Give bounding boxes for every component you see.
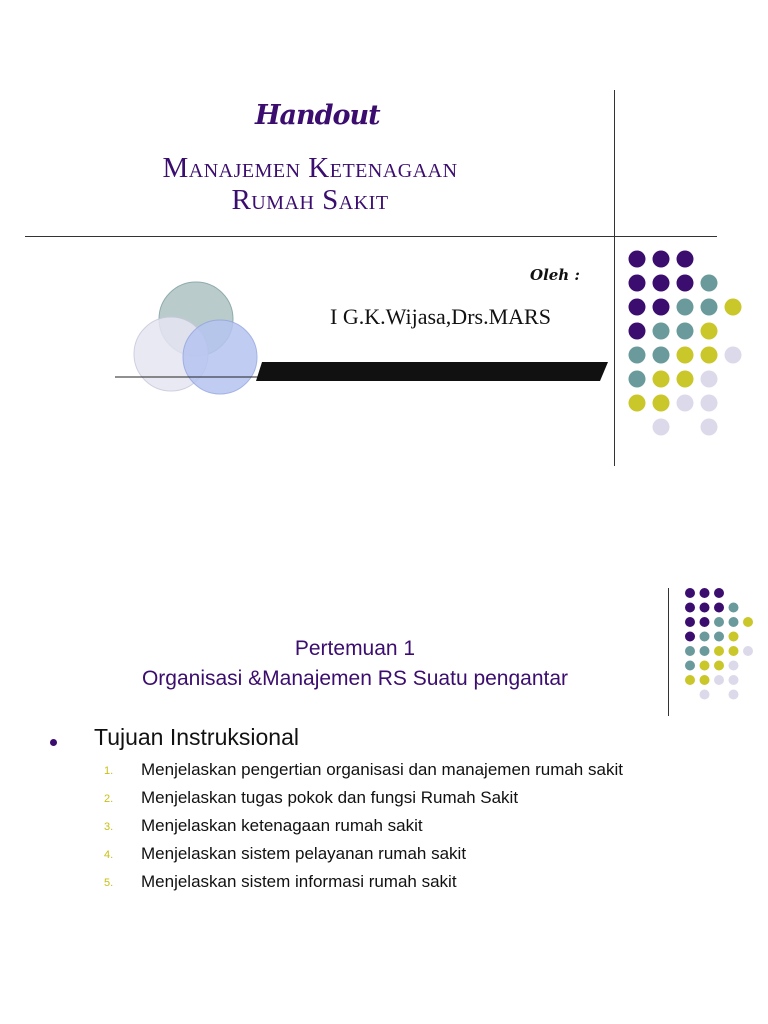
decorative-dot: [714, 588, 724, 598]
decorative-dot: [700, 661, 710, 671]
decorative-dot: [685, 675, 695, 685]
decorative-dot: [729, 661, 739, 671]
decorative-dot: [629, 323, 646, 340]
decorative-dot: [743, 646, 753, 656]
decorative-dot: [677, 347, 694, 364]
decorative-dot: [701, 371, 718, 388]
content-slide: [0, 560, 768, 1000]
list-number: 1.: [104, 765, 114, 777]
list-text: Menjelaskan sistem informasi rumah sakit: [141, 872, 457, 891]
decorative-dot: [685, 603, 695, 613]
title-slide: [0, 0, 768, 500]
dot-grid-decoration-small: [0, 560, 768, 1000]
list-text: Menjelaskan ketenagaan rumah sakit: [141, 816, 423, 835]
decorative-dot: [700, 603, 710, 613]
decorative-dot: [685, 617, 695, 627]
decorative-dot: [729, 632, 739, 642]
list-text: Menjelaskan pengertian organisasi dan manajemen rumah sakit: [141, 760, 623, 779]
decorative-dot: [685, 661, 695, 671]
list-text: Menjelaskan tugas pokok dan fungsi Rumah Sakit: [141, 788, 519, 807]
decorative-dot: [701, 299, 718, 316]
decorative-dot: [700, 690, 710, 700]
title-line-2: Rumah Sakit: [231, 184, 389, 216]
decorative-dot: [653, 419, 670, 436]
decorative-dot: [653, 275, 670, 292]
decorative-dot: [701, 323, 718, 340]
slide-title-line-2: Organisasi &Manajemen RS Suatu pengantar: [141, 667, 569, 690]
decorative-dot: [629, 395, 646, 412]
decorative-dot: [701, 275, 718, 292]
decorative-dot: [714, 646, 724, 656]
decorative-dot: [677, 275, 694, 292]
decorative-dot: [729, 675, 739, 685]
decorative-dot: [729, 646, 739, 656]
decorative-dot: [653, 299, 670, 316]
decorative-dot: [743, 617, 753, 627]
decorative-dot: [629, 371, 646, 388]
decorative-dot: [725, 347, 742, 364]
decorative-dot: [629, 251, 646, 268]
decorative-dot: [700, 632, 710, 642]
decorative-dot: [714, 632, 724, 642]
list-number: 2.: [104, 793, 114, 805]
decorative-dot: [700, 646, 710, 656]
decorative-dot: [653, 251, 670, 268]
decorative-dot: [700, 675, 710, 685]
decorative-dot: [653, 347, 670, 364]
decorative-dot: [677, 251, 694, 268]
decorative-dot: [729, 603, 739, 613]
decorative-dot: [629, 347, 646, 364]
decorative-dot: [653, 395, 670, 412]
decorative-dot: [714, 617, 724, 627]
decorative-dot: [725, 299, 742, 316]
handout-label: Handout: [255, 100, 380, 131]
decorative-dot: [653, 323, 670, 340]
decorative-dot: [701, 419, 718, 436]
decorative-dot: [685, 632, 695, 642]
decorative-dot: [629, 299, 646, 316]
decorative-dot: [653, 371, 670, 388]
dot-grid-decoration: [0, 0, 768, 500]
decorative-dot: [729, 617, 739, 627]
decorative-dot: [714, 675, 724, 685]
decorative-dot: [700, 617, 710, 627]
decorative-dot: [677, 299, 694, 316]
list-number: 3.: [104, 821, 114, 833]
decorative-dot: [701, 347, 718, 364]
decorative-dot: [714, 661, 724, 671]
decorative-dot: [677, 323, 694, 340]
decorative-dot: [701, 395, 718, 412]
slide-title-line-1: Pertemuan 1: [294, 637, 416, 660]
list-number: 5.: [104, 877, 114, 889]
decorative-dot: [629, 275, 646, 292]
decorative-dot: [677, 395, 694, 412]
decorative-dot: [729, 690, 739, 700]
decorative-dot: [700, 588, 710, 598]
decorative-dot: [714, 603, 724, 613]
list-number: 4.: [104, 849, 114, 861]
decorative-dot: [677, 371, 694, 388]
author-name: I G.K.Wijasa,Drs.MARS: [330, 304, 551, 329]
decorative-dot: [685, 646, 695, 656]
bullet-text: Tujuan Instruksional: [94, 724, 299, 750]
title-line-1: Manajemen Ketenagaan: [162, 152, 458, 184]
list-text: Menjelaskan sistem pelayanan rumah sakit: [141, 844, 467, 863]
oleh-label: Oleh :: [530, 266, 580, 284]
decorative-dot: [685, 588, 695, 598]
